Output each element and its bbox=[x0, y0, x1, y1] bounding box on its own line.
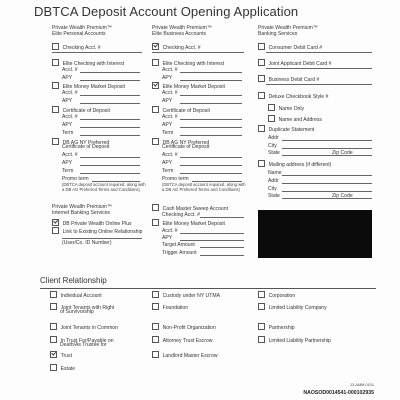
label: Certificate of Deposit bbox=[62, 107, 110, 114]
col3-city2: City bbox=[268, 186, 277, 192]
term-field-line[interactable] bbox=[80, 135, 140, 136]
checkbox-icon[interactable] bbox=[152, 138, 159, 145]
acct-field-line[interactable] bbox=[80, 95, 140, 96]
checkbox-icon[interactable] bbox=[52, 59, 59, 66]
col1-term: Term bbox=[62, 168, 74, 174]
user-id-field-line[interactable] bbox=[62, 238, 142, 239]
col3-zip2: Zip Code bbox=[332, 193, 353, 199]
col3-name: Name bbox=[268, 170, 282, 176]
label: Elite Money Market Deposit bbox=[162, 83, 225, 90]
label: In Trust For/Payable on bbox=[60, 337, 114, 344]
col3-addr2: Addr bbox=[268, 178, 279, 184]
col1-acct: Acct. # bbox=[62, 90, 78, 96]
label: Corporation bbox=[268, 292, 296, 299]
rel-nonprofit[interactable] bbox=[152, 323, 216, 331]
label: Mailing address (if different) bbox=[268, 161, 332, 168]
col1-online-plus[interactable] bbox=[52, 219, 132, 227]
checkbox-checked-icon[interactable] bbox=[52, 219, 59, 226]
checkbox-checked-icon[interactable] bbox=[50, 351, 57, 358]
rel-llc[interactable] bbox=[258, 303, 327, 311]
term-field-line[interactable] bbox=[180, 135, 242, 136]
bates-number: NAOSOD0014541-000102935 bbox=[303, 390, 374, 396]
col3-addr: Addr bbox=[268, 135, 279, 141]
label: Individual Account bbox=[60, 292, 102, 299]
acct-field-line[interactable] bbox=[180, 72, 242, 73]
field-line[interactable] bbox=[52, 52, 142, 53]
trigger-field-line[interactable] bbox=[200, 255, 244, 256]
checkbox-icon[interactable] bbox=[268, 104, 275, 111]
apy-field-line[interactable] bbox=[80, 80, 140, 81]
name-field-line[interactable] bbox=[282, 175, 372, 176]
col2-header-line1: Private Wealth Premium™ bbox=[152, 25, 212, 31]
col1-apy: APY bbox=[62, 75, 73, 81]
col1-promo: Promo term bbox=[62, 176, 89, 182]
rel-partnership[interactable] bbox=[258, 323, 295, 331]
col3-joint-debit[interactable] bbox=[258, 59, 331, 67]
checkbox-icon[interactable] bbox=[50, 336, 57, 343]
acct-field-line[interactable] bbox=[180, 95, 242, 96]
col2-checking[interactable] bbox=[152, 43, 201, 51]
city-field-line[interactable] bbox=[282, 148, 372, 149]
acct-field-line[interactable] bbox=[180, 233, 244, 234]
label: Link to Existing Online Relationship bbox=[62, 228, 143, 235]
checkbox-icon[interactable] bbox=[258, 59, 265, 66]
checkbox-icon[interactable] bbox=[258, 160, 265, 167]
label: Non-Profit Organization bbox=[162, 324, 216, 331]
target-field-line[interactable] bbox=[200, 247, 244, 248]
checkbox-icon[interactable] bbox=[50, 364, 57, 371]
col1-note: (DBTCA deposit account required, along with a DB AG Preferred Terms and Conditions) bbox=[62, 182, 146, 192]
redaction-block bbox=[258, 210, 372, 258]
label: Name Only bbox=[278, 105, 305, 112]
label: Cash Master Sweep Account bbox=[162, 205, 228, 212]
col1-link-online[interactable] bbox=[52, 227, 142, 235]
col2-elite-checking[interactable] bbox=[152, 59, 224, 67]
col2-apy: APY bbox=[162, 98, 173, 104]
apy-field-line[interactable] bbox=[80, 103, 140, 104]
checkbox-icon[interactable] bbox=[258, 323, 265, 330]
label: Landlord Master Escrow bbox=[162, 352, 218, 359]
col2-apy: APY bbox=[162, 160, 173, 166]
rel-landlord-escrow[interactable] bbox=[152, 351, 218, 359]
checkbox-checked-icon[interactable] bbox=[152, 43, 159, 50]
checkbox-icon[interactable] bbox=[152, 219, 159, 226]
label: Custody under NY UTMA bbox=[162, 292, 220, 299]
rel-utma[interactable] bbox=[152, 291, 220, 299]
field-line[interactable] bbox=[266, 84, 372, 85]
col1-term: Term bbox=[62, 130, 74, 136]
col2-acct: Acct. # bbox=[162, 67, 178, 73]
label: Certificate of Deposit bbox=[162, 107, 210, 114]
col3-mailing[interactable] bbox=[258, 160, 331, 168]
col3-city: City bbox=[268, 143, 277, 149]
col2-term: Term bbox=[162, 130, 174, 136]
col1-cd[interactable] bbox=[52, 106, 110, 114]
checkbox-icon[interactable] bbox=[258, 125, 265, 132]
label: Joint Applicant Debit Card # bbox=[268, 60, 332, 67]
label: Elite Money Market Deposit bbox=[162, 220, 225, 227]
apy-field-line[interactable] bbox=[180, 127, 242, 128]
checkbox-icon[interactable] bbox=[152, 204, 159, 211]
apy-field-line[interactable] bbox=[180, 240, 244, 241]
col2-acct: Acct. # bbox=[162, 152, 178, 158]
checkbox-icon[interactable] bbox=[268, 115, 275, 122]
rel-joint-survivorship-line2: of Survivorship bbox=[60, 309, 94, 315]
col1-header-line2: Elite Personal Accounts bbox=[52, 31, 106, 37]
acct-field-line[interactable] bbox=[80, 119, 140, 120]
addr-field-line[interactable] bbox=[282, 183, 372, 184]
term-field-line[interactable] bbox=[180, 173, 242, 174]
col3-business-debit[interactable] bbox=[258, 75, 319, 83]
addr-field-line[interactable] bbox=[282, 140, 372, 141]
col3-checkbook[interactable] bbox=[258, 92, 328, 100]
col3-consumer-debit[interactable] bbox=[258, 43, 322, 51]
col2-sweep-emm[interactable] bbox=[152, 219, 225, 227]
checkbox-icon[interactable] bbox=[258, 336, 265, 343]
col3-header-line1: Private Wealth Premium™ bbox=[258, 25, 318, 31]
term-field-line[interactable] bbox=[80, 173, 140, 174]
col2-promo: Promo term bbox=[162, 176, 189, 182]
label: Elite Checking with Interest bbox=[62, 60, 125, 67]
col2-term: Term bbox=[162, 168, 174, 174]
rel-corporation[interactable] bbox=[258, 291, 295, 299]
col1-apy: APY bbox=[62, 160, 73, 166]
checkbox-icon[interactable] bbox=[152, 323, 159, 330]
col2-cd[interactable] bbox=[152, 106, 210, 114]
label: Trust bbox=[60, 352, 73, 359]
col2-note: (DBTCA deposit account required, along with a DB AG Preferred Terms and Conditions) bbox=[162, 182, 246, 192]
col1-acct: Acct. # bbox=[62, 152, 78, 158]
city-field-line[interactable] bbox=[282, 191, 372, 192]
rel-foundation[interactable] bbox=[152, 303, 188, 311]
label: Duplicate Statement bbox=[268, 126, 315, 133]
field-line[interactable] bbox=[266, 68, 372, 69]
checkbox-icon[interactable] bbox=[52, 106, 59, 113]
col3-dup-statement[interactable] bbox=[258, 125, 314, 133]
label: DB AG NY Preferred bbox=[62, 139, 110, 146]
rel-individual[interactable] bbox=[50, 291, 102, 299]
col3-header-line2: Banking Services bbox=[258, 31, 298, 37]
apy-field-line[interactable] bbox=[80, 127, 140, 128]
label: Joint Tenants with Right bbox=[60, 304, 115, 311]
checkbox-icon[interactable] bbox=[258, 92, 265, 99]
checkbox-icon[interactable] bbox=[258, 75, 265, 82]
label: Elite Money Market Deposit bbox=[62, 83, 125, 90]
label: Checking Acct. # bbox=[162, 44, 201, 51]
col2-acct: Acct. # bbox=[162, 114, 178, 120]
checkbox-icon[interactable] bbox=[152, 291, 159, 298]
rel-in-trust-for-line2: Death/As Trustee for bbox=[60, 342, 107, 348]
section-title-client-relationship: Client Relationship bbox=[40, 276, 107, 285]
rel-trust[interactable] bbox=[50, 351, 72, 359]
checkbox-icon[interactable] bbox=[50, 323, 57, 330]
col3-state2: State bbox=[268, 193, 280, 199]
acct-field-line[interactable] bbox=[180, 119, 242, 120]
section-divider bbox=[40, 288, 376, 289]
col3-state: State bbox=[268, 150, 280, 156]
checkbox-icon[interactable] bbox=[152, 351, 159, 358]
checkbox-icon[interactable] bbox=[52, 138, 59, 145]
rel-llp[interactable] bbox=[258, 336, 331, 344]
checkbox-icon[interactable] bbox=[152, 336, 159, 343]
label: DB AG NY Preferred bbox=[162, 139, 210, 146]
page-title: DBTCA Deposit Account Opening Application bbox=[34, 4, 299, 19]
col1-ib-header2: Internet Banking Services bbox=[52, 210, 111, 216]
col2-trigger: Trigger Amount bbox=[162, 250, 197, 256]
label: Business Debit Card # bbox=[268, 76, 320, 83]
checkbox-icon[interactable] bbox=[258, 43, 265, 50]
label: Elite Checking with Interest bbox=[162, 60, 225, 67]
field-line[interactable] bbox=[266, 52, 372, 53]
acct-field-line[interactable] bbox=[80, 157, 140, 158]
label: Name and Address bbox=[278, 116, 322, 123]
state-zip-field-line[interactable] bbox=[282, 155, 372, 156]
checkbox-icon[interactable] bbox=[152, 303, 159, 310]
label: Joint Tenants in Common bbox=[60, 324, 118, 331]
col1-checking[interactable] bbox=[52, 43, 101, 51]
state-zip-field-line[interactable] bbox=[282, 198, 372, 199]
field-line[interactable] bbox=[152, 52, 244, 53]
apy-field-line[interactable] bbox=[180, 165, 242, 166]
checkbox-icon[interactable] bbox=[52, 227, 59, 234]
checkbox-icon[interactable] bbox=[152, 106, 159, 113]
col3-zip: Zip Code bbox=[332, 150, 353, 156]
col2-sweep[interactable] bbox=[152, 204, 228, 212]
col1-header-line1: Private Wealth Premium™ bbox=[52, 25, 112, 31]
col2-cd-line2: Certificate of Deposit bbox=[162, 144, 210, 150]
col1-ib-header1: Private Wealth Premium™ bbox=[52, 204, 112, 210]
col1-elite-checking[interactable] bbox=[52, 59, 124, 67]
checkbox-icon[interactable] bbox=[52, 43, 59, 50]
col2-sweep-checking: Checking Acct. # bbox=[162, 212, 200, 218]
apy-field-line[interactable] bbox=[180, 80, 242, 81]
acct-field-line[interactable] bbox=[180, 157, 242, 158]
checkbox-checked-icon[interactable] bbox=[152, 82, 159, 89]
col1-apy: APY bbox=[62, 122, 73, 128]
checkbox-icon[interactable] bbox=[258, 303, 265, 310]
col1-apy: APY bbox=[62, 98, 73, 104]
checkbox-icon[interactable] bbox=[258, 291, 265, 298]
label: Partnership bbox=[268, 324, 295, 331]
col1-acct: Acct. # bbox=[62, 114, 78, 120]
col1-acct: Acct. # bbox=[62, 67, 78, 73]
col2-sweep-apy: APY bbox=[162, 235, 173, 241]
col2-acct: Acct. # bbox=[162, 90, 178, 96]
label: Estate bbox=[60, 365, 76, 372]
col1-elite-money-market[interactable] bbox=[52, 82, 125, 90]
label: Attorney Trust Escrow bbox=[162, 337, 213, 344]
field-line[interactable] bbox=[200, 217, 244, 218]
label: Deluxe Checkbook Style # bbox=[268, 93, 329, 100]
apy-field-line[interactable] bbox=[80, 165, 140, 166]
col2-elite-money-market[interactable] bbox=[152, 82, 225, 90]
checkbox-icon[interactable] bbox=[50, 303, 57, 310]
col2-header-line2: Elite Business Accounts bbox=[152, 31, 207, 37]
acct-field-line[interactable] bbox=[80, 72, 140, 73]
col1-cd-line2: Certificate of Deposit bbox=[62, 144, 110, 150]
checkbox-icon[interactable] bbox=[50, 291, 57, 298]
col3-name-only[interactable] bbox=[268, 104, 304, 112]
checkbox-icon[interactable] bbox=[152, 59, 159, 66]
col2-apy: APY bbox=[162, 122, 173, 128]
rel-estate[interactable] bbox=[50, 364, 75, 372]
form-number: 13-AMM-0101 bbox=[349, 383, 374, 387]
label: Consumer Debit Card # bbox=[268, 44, 323, 51]
checkbox-icon[interactable] bbox=[52, 82, 59, 89]
label: Limited Liability Company bbox=[268, 304, 327, 311]
rel-attorney-escrow[interactable] bbox=[152, 336, 212, 344]
label: DB Private Wealth Online Plus bbox=[62, 220, 132, 227]
apy-field-line[interactable] bbox=[180, 103, 242, 104]
col2-apy: APY bbox=[162, 75, 173, 81]
col3-name-address[interactable] bbox=[268, 115, 322, 123]
label: Foundation bbox=[162, 304, 189, 311]
col2-sweep-acct: Acct. # bbox=[162, 228, 178, 234]
rel-joint-common[interactable] bbox=[50, 323, 118, 331]
label: Limited Liability Partnership bbox=[268, 337, 331, 344]
checking-label: Checking Acct. # bbox=[62, 44, 101, 51]
col2-target: Target Amount bbox=[162, 242, 195, 248]
col1-user-id: (User/Co. ID Number) bbox=[62, 240, 112, 246]
